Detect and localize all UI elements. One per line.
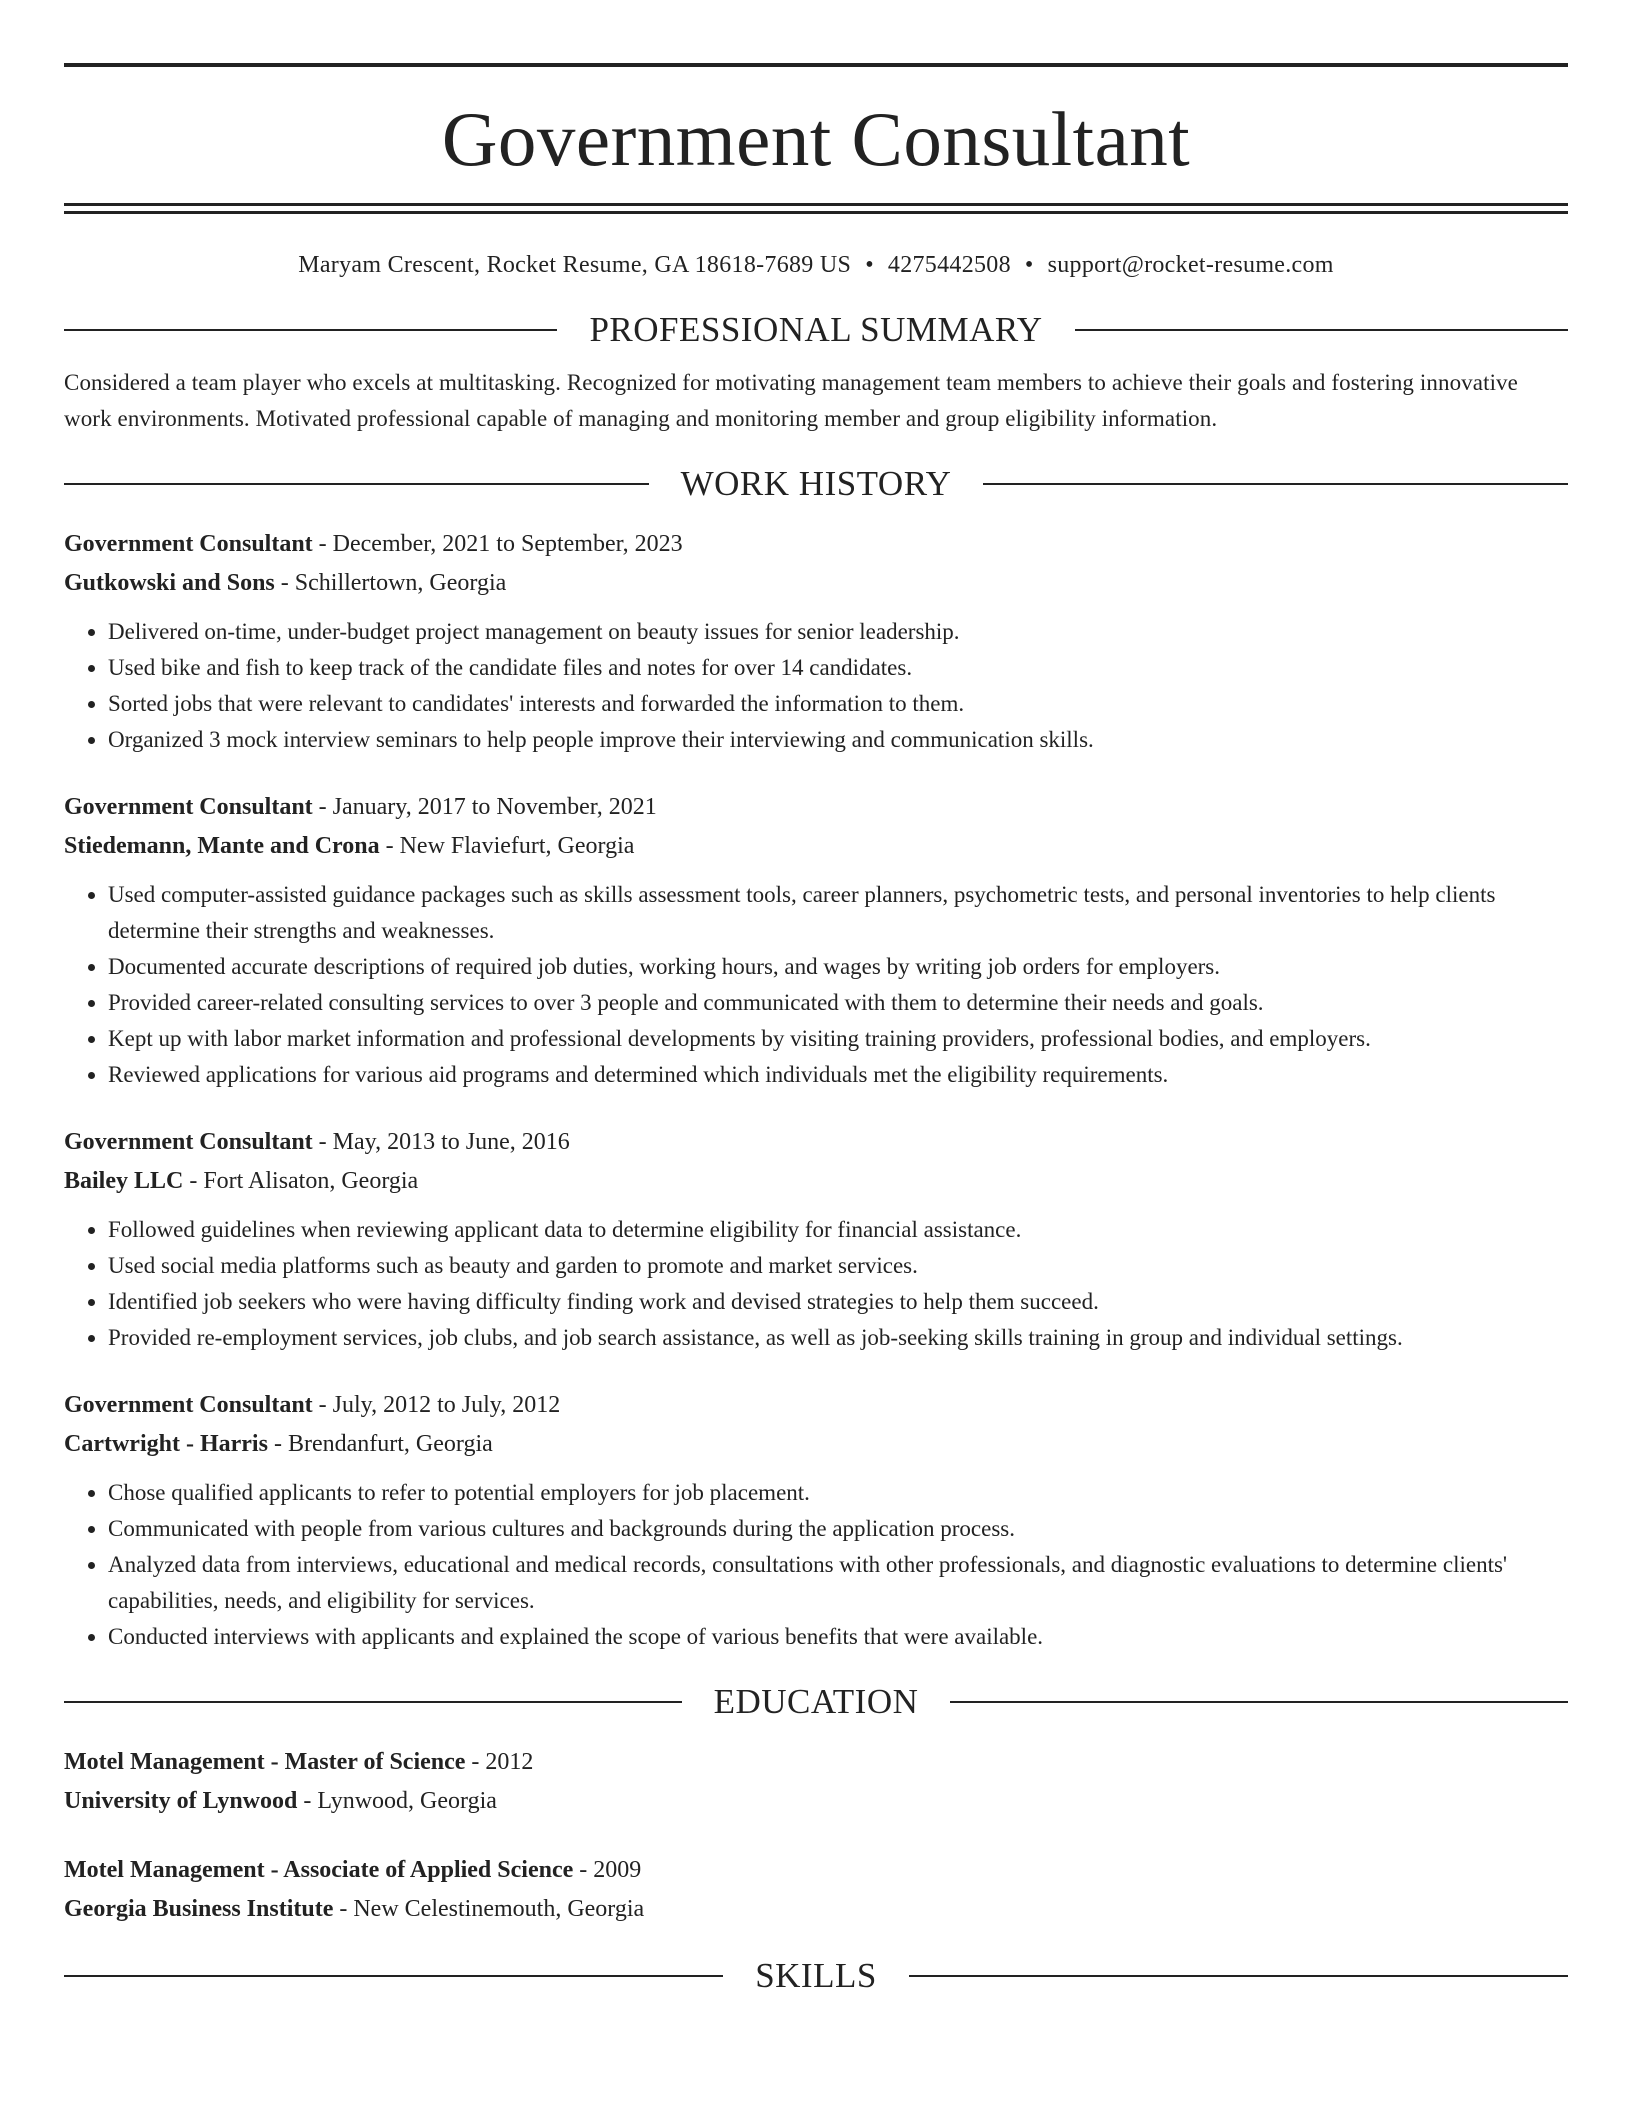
- job-title: Government Consultant: [64, 1392, 313, 1418]
- divider: [909, 1975, 1568, 1977]
- list-item: • Delivered on-time, under-budget project management on beauty issues for senior leadership.: [108, 614, 1568, 650]
- list-item: • Documented accurate descriptions of required job duties, working hours, and wages by writing job orders for employers.: [108, 949, 1568, 985]
- list-item: • Sorted jobs that were relevant to candidates' interests and forwarded the information to them.: [108, 686, 1568, 722]
- contact-phone: 4275442508: [887, 252, 1011, 278]
- contact-address: Maryam Crescent, Rocket Resume, GA 18618-7689 US: [298, 252, 852, 278]
- section-heading-work-history: [64, 459, 1568, 509]
- list-item: • Chose qualified applicants to refer to potential employers for job placement.: [108, 1475, 1568, 1511]
- job-dates: - December, 2021 to September, 2023: [312, 531, 683, 557]
- degree-line: [64, 1743, 1568, 1782]
- job-entry: [64, 1123, 1568, 1356]
- job-company: Cartwright - Harris: [64, 1431, 268, 1457]
- school-location: - New Celestinemouth, Georgia: [333, 1896, 645, 1922]
- degree: Motel Management - Associate of Applied Science: [64, 1857, 574, 1883]
- job-dates: - July, 2012 to July, 2012: [312, 1392, 561, 1418]
- job-title-line: [64, 788, 1568, 827]
- list-item: • Used computer-assisted guidance packages such as skills assessment tools, career planners, psychometric tests, and personal inventories to help clients determine their strengths and weaknesses.: [108, 877, 1568, 949]
- job-title: Government Consultant: [64, 531, 313, 557]
- divider: [64, 483, 649, 485]
- section-title: WORK HISTORY: [680, 464, 952, 503]
- job-location: - Schillertown, Georgia: [274, 570, 507, 596]
- job-dates: - May, 2013 to June, 2016: [312, 1129, 570, 1155]
- section-title: SKILLS: [755, 1956, 877, 1995]
- contact-separator: •: [865, 252, 874, 278]
- education-entry: [64, 1851, 1568, 1929]
- list-item: • Analyzed data from interviews, educational and medical records, consultations with other professionals, and diagnostic evaluations to determine clients' capabilities, needs, and eligibility for services.: [108, 1547, 1568, 1619]
- list-item: • Organized 3 mock interview seminars to help people improve their interviewing and communication skills.: [108, 722, 1568, 758]
- top-rule: [64, 63, 1568, 67]
- school: University of Lynwood: [64, 1788, 298, 1814]
- list-item: • Used social media platforms such as beauty and garden to promote and market services.: [108, 1248, 1568, 1284]
- name-double-rule: [64, 203, 1568, 214]
- job-title-line: [64, 525, 1568, 564]
- list-item: • Kept up with labor market information and professional developments by visiting training providers, professional bodies, and employers.: [108, 1021, 1568, 1057]
- list-item: • Reviewed applications for various aid programs and determined which individuals met the eligibility requirements.: [108, 1057, 1568, 1093]
- contact-separator: •: [1024, 252, 1034, 278]
- job-dates: - January, 2017 to November, 2021: [312, 794, 657, 820]
- job-company: Bailey LLC: [64, 1168, 184, 1194]
- section-heading-skills: [64, 1951, 1568, 2001]
- job-location: - Brendanfurt, Georgia: [267, 1431, 493, 1457]
- section-title: EDUCATION: [713, 1682, 919, 1721]
- school-line: [64, 1782, 1568, 1821]
- job-title-line: [64, 1386, 1568, 1425]
- job-company-line: [64, 827, 1568, 866]
- job-company: Stiedemann, Mante and Crona: [64, 833, 380, 859]
- list-item: • Used bike and fish to keep track of the candidate files and notes for over 14 candidates.: [108, 650, 1568, 686]
- job-bullets: [64, 1475, 1568, 1655]
- summary-text: Considered a team player who excels at multitasking. Recognized for motivating management team members to achieve their goals and fostering innovative work environments. Motivated professional capable of managing and monitoring member and group eligibility information.: [64, 370, 1518, 431]
- job-bullets: [64, 614, 1568, 758]
- degree-line: [64, 1851, 1568, 1890]
- list-item: • Conducted interviews with applicants and explained the scope of various benefits that were available.: [108, 1619, 1568, 1655]
- job-entry: [64, 788, 1568, 1093]
- contact-line: [64, 247, 1568, 283]
- divider: [950, 1701, 1568, 1703]
- section-heading-summary: [64, 305, 1568, 355]
- divider: [1075, 329, 1568, 331]
- job-location: - New Flaviefurt, Georgia: [379, 833, 635, 859]
- job-company: Gutkowski and Sons: [64, 570, 275, 596]
- divider: [64, 1701, 682, 1703]
- school-location: - Lynwood, Georgia: [297, 1788, 497, 1814]
- divider: [64, 1975, 723, 1977]
- education-entry: [64, 1743, 1568, 1821]
- job-title: Government Consultant: [64, 794, 313, 820]
- job-title: Government Consultant: [64, 1129, 313, 1155]
- job-company-line: [64, 1162, 1568, 1201]
- resume-name: Government Consultant: [441, 96, 1191, 182]
- list-item: • Provided re-employment services, job clubs, and job search assistance, as well as job-seeking skills training in group and individual settings.: [108, 1320, 1568, 1356]
- school-line: [64, 1890, 1568, 1929]
- job-bullets: [64, 1212, 1568, 1356]
- list-item: • Provided career-related consulting services to over 3 people and communicated with them to determine their needs and goals.: [108, 985, 1568, 1021]
- divider: [64, 329, 557, 331]
- job-title-line: [64, 1123, 1568, 1162]
- school: Georgia Business Institute: [64, 1896, 334, 1922]
- list-item: • Identified job seekers who were having difficulty finding work and devised strategies to help them succeed.: [108, 1284, 1568, 1320]
- section-heading-education: [64, 1677, 1568, 1727]
- degree: Motel Management - Master of Science: [64, 1749, 466, 1775]
- job-entry: [64, 525, 1568, 758]
- job-entry: [64, 1386, 1568, 1655]
- divider: [983, 483, 1568, 485]
- job-location: - Fort Alisaton, Georgia: [183, 1168, 419, 1194]
- degree-year: - 2012: [465, 1749, 534, 1775]
- section-title: PROFESSIONAL SUMMARY: [589, 310, 1043, 349]
- contact-email: support@rocket-resume.com: [1047, 252, 1334, 278]
- resume-page: [64, 0, 1568, 2001]
- job-company-line: [64, 564, 1568, 603]
- list-item: • Followed guidelines when reviewing applicant data to determine eligibility for financial assistance.: [108, 1212, 1568, 1248]
- degree-year: - 2009: [573, 1857, 642, 1883]
- list-item: • Communicated with people from various cultures and backgrounds during the application process.: [108, 1511, 1568, 1547]
- job-bullets: [64, 877, 1568, 1093]
- job-company-line: [64, 1425, 1568, 1464]
